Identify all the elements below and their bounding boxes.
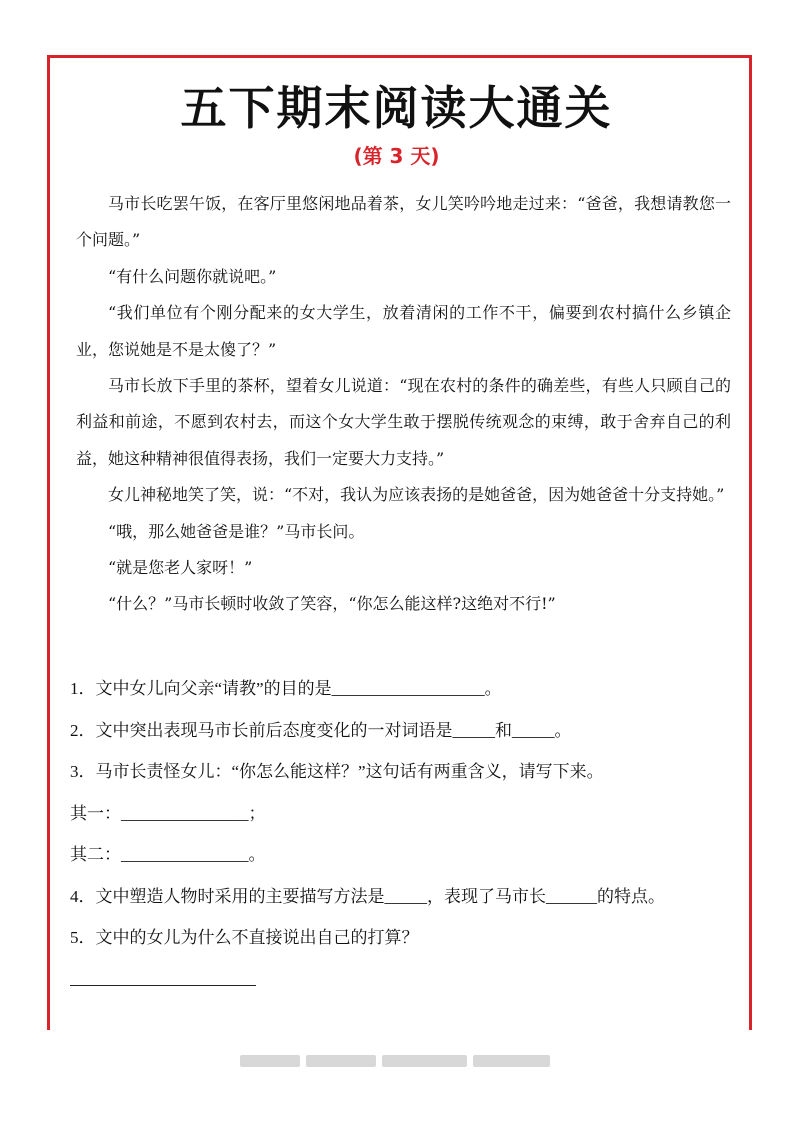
blur-block: [473, 1055, 550, 1067]
question-2: 2．文中突出表现马市长前后态度变化的一对词语是_____和_____。: [70, 720, 572, 740]
question-3: 3．马市长责怪女儿：“你怎么能这样？”这句话有两重含义，请写下来。: [70, 762, 604, 781]
question-3-part-2: 其二：_______________。: [70, 845, 266, 864]
blurred-footer-watermark: [240, 1055, 556, 1067]
passage-paragraph: “有什么问题你就说吧。”: [108, 266, 277, 286]
passage-paragraph: “什么？”马市长顿时收敛了笑容，“你怎么能这样?这绝对不行!”: [108, 594, 556, 614]
blur-block: [382, 1055, 467, 1067]
passage-paragraph: “就是您老人家呀！”: [108, 558, 253, 578]
question-1: 1．文中女儿向父亲“请教”的目的是__________________。: [70, 679, 502, 698]
page-title: 五下期末阅读大通关: [180, 81, 613, 135]
question-4: 4．文中塑造人物时采用的主要描写方法是_____，表现了马市长______的特点。: [70, 886, 665, 906]
passage-paragraph: 马市长放下手里的茶杯，望着女儿说道：“现在农村的条件的确差些，有些人只顾自己的利益和前途，不愿到农村去，而这个女大学生敢于摆脱传统观念的束缚，敢于舍弃自己的利益，她这种精神很值得表扬，我们一定要大力支持。”: [76, 376, 731, 468]
reading-passage: [76, 186, 731, 623]
answer-blank-line: [70, 985, 256, 986]
question-5: 5．文中的女儿为什么不直接说出自己的打算？: [70, 928, 419, 947]
question-list: [70, 668, 740, 959]
passage-paragraph: 马市长吃罢午饭，在客厅里悠闲地品着茶，女儿笑吟吟地走过来：“爸爸，我想请教您一个问题。”: [76, 194, 731, 250]
question-3-part-1: 其一：_______________；: [70, 803, 266, 823]
blur-block: [240, 1055, 300, 1067]
passage-paragraph: “我们单位有个刚分配来的女大学生，放着清闲的工作不干，偏要到农村搞什么乡镇企业，您说她是不是太傻了？”: [76, 303, 731, 359]
passage-paragraph: 女儿神秘地笑了笑，说：“不对，我认为应该表扬的是她爸爸，因为她爸爸十分支持她。”: [108, 485, 725, 505]
blur-block: [306, 1055, 376, 1067]
day-subtitle: (第 3 天): [353, 144, 440, 168]
passage-paragraph: “哦，那么她爸爸是谁？”马市长问。: [108, 521, 365, 541]
